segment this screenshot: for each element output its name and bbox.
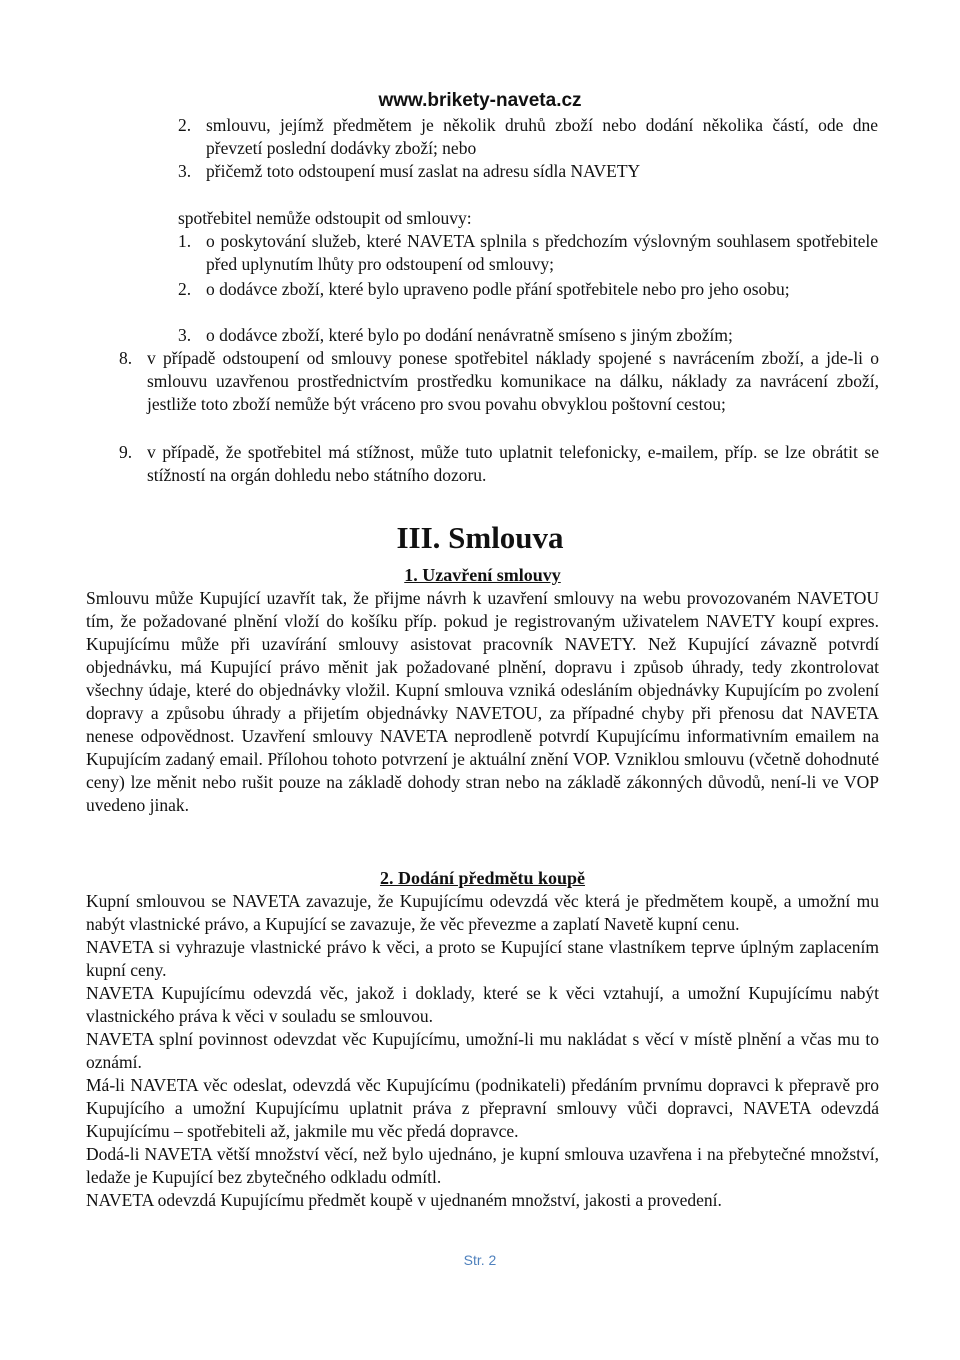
list-item-number: 3. xyxy=(178,325,192,345)
paragraph: Kupní smlouvou se NAVETA zavazuje, že Kupujícímu odevzdá věc která je předmětem koupě, a umožní mu nabýt vlastnické právo, a Kupující se zavazuje, že věc převezme a zaplatí Navetě kupní cenu. xyxy=(86,891,879,934)
list-item-text: o dodávce zboží, které bylo upraveno podle přání spotřebitele nebo pro jeho osobu; xyxy=(206,279,790,299)
paragraph: Dodá-li NAVETA větší množství věcí, než bylo ujednáno, je kupní smlouva uzavřena i na přebytečné množství, ledaže je Kupující bez zbytečného odkladu odmítl. xyxy=(86,1144,879,1187)
page-number: Str. 2 xyxy=(463,1252,497,1268)
paragraph: NAVETA Kupujícímu odevzdá věc, jakož i doklady, které se k věci vztahují, a umožní Kupujícímu nabýt vlastnického práva k věci v souladu se smlouvou. xyxy=(86,983,879,1026)
list-item-number: 1. xyxy=(178,231,192,251)
exceptions-intro: spotřebitel nemůže odstoupit od smlouvy: xyxy=(178,208,472,228)
list-item-number: 8. xyxy=(119,348,133,368)
list-item-number: 3. xyxy=(178,161,192,181)
list-item xyxy=(119,441,879,487)
list-item-number: 2. xyxy=(178,279,192,299)
list-item-number: 2. xyxy=(178,115,192,135)
list-item-text: o poskytování služeb, které NAVETA splnila s předchozím výslovným souhlasem spotřebitele před uplynutím lhůty pro odstoupení od smlouvy; xyxy=(206,231,878,274)
paragraph: Smlouvu může Kupující uzavřít tak, že přijme návrh k uzavření smlouvy na webu provozovaném NAVETOU tím, že požadované plnění vloží do košíku příp. pokud je registrovaným uživatelem NAVETY koupí expres. Kupujícímu může při uzavírání smlouvy asistovat pracovník NAVETY. Než Kupující závazně potvrdí objednávku, má Kupující právo měnit jak požadované plnění, dopravu i způsob úhrady, tedy zkontrolovat všechny údaje, které do objednávky vložil. Kupní smlouva vzniká odesláním objednávky Kupujícím po zvolení dopravy a způsobu úhrady a přijetím objednávky NAVETOU, za případné chyby při přenosu dat NAVETA nenese odpovědnost. Uzavření smlouvy NAVETA neprodleně potvrdí Kupujícímu informativním emailem na Kupujícím zadaný email. Přílohou tohoto potvrzení je aktuální znění VOP. Vzniklou smlouvu (včetně dohodnuté ceny) lze měnit nebo rušit pouze na základě dohody stran nebo na základě zákonných důvodů, není-li ve VOP uvedeno jinak. xyxy=(86,588,879,815)
list-item-text: přičemž toto odstoupení musí zaslat na adresu sídla NAVETY xyxy=(206,161,641,181)
paragraph: NAVETA splní povinnost odevzdat věc Kupujícímu, umožní-li mu nakládat s věcí v místě plnění a včas mu to oznámí. xyxy=(86,1029,879,1072)
list-item xyxy=(178,278,878,324)
list-item-text: v případě, že spotřebitel má stížnost, může tuto uplatnit telefonicky, e-mailem, příp. se lze obrátit se stížností na orgán dohledu nebo státního dozoru. xyxy=(147,442,879,485)
paragraph: Má-li NAVETA věc odeslat, odevzdá věc Kupujícímu (podnikateli) předáním prvnímu dopravci k přepravě pro Kupujícího a umožní Kupujícímu uplatnit práva z přepravní smlouvy vůči dopravci, NAVETA odevzdá Kupujícímu – spotřebiteli až, jakmile mu věc předá dopravce. xyxy=(86,1075,879,1141)
list-item xyxy=(178,230,878,276)
list-item xyxy=(178,160,878,183)
list-item xyxy=(178,114,878,160)
list-item-text: v případě odstoupení od smlouvy ponese spotřebitel náklady spojené s navrácením zboží, a jde-li o smlouvu uzavřenou prostřednictvím prostředku komunikace na dálku, náklady za navrácení zboží, jestliže toto zboží nemůže být vráceno pro svou povahu obvyklou poštovní cestou; xyxy=(147,348,879,414)
section-title xyxy=(86,564,879,587)
site-url-header: www.brikety-naveta.cz xyxy=(378,90,582,111)
list-item xyxy=(119,347,879,439)
section-title xyxy=(86,867,879,890)
chapter-title: III. Smlouva xyxy=(396,520,564,555)
list-item-text: smlouvu, jejímž předmětem je několik druhů zboží nebo dodání několika částí, ode dne převzetí poslední dodávky zboží; nebo xyxy=(206,115,878,158)
paragraph: NAVETA si vyhrazuje vlastnické právo k věci, a proto se Kupující stane vlastníkem teprve úplným zaplacením kupní ceny. xyxy=(86,937,879,980)
section-body xyxy=(86,587,879,817)
list-item-text: o dodávce zboží, které bylo po dodání nenávratně smíseno s jiným zbožím; xyxy=(206,325,733,345)
list-item-number: 9. xyxy=(119,442,133,462)
paragraph: NAVETA odevzdá Kupujícímu předmět koupě v ujednaném množství, jakosti a provedení. xyxy=(86,1190,722,1210)
list-item xyxy=(178,324,878,347)
section-body xyxy=(86,890,879,1212)
section-title-text: 2. Dodání předmětu koupě xyxy=(379,868,586,888)
section-title-text: 1. Uzavření smlouvy xyxy=(404,565,561,585)
